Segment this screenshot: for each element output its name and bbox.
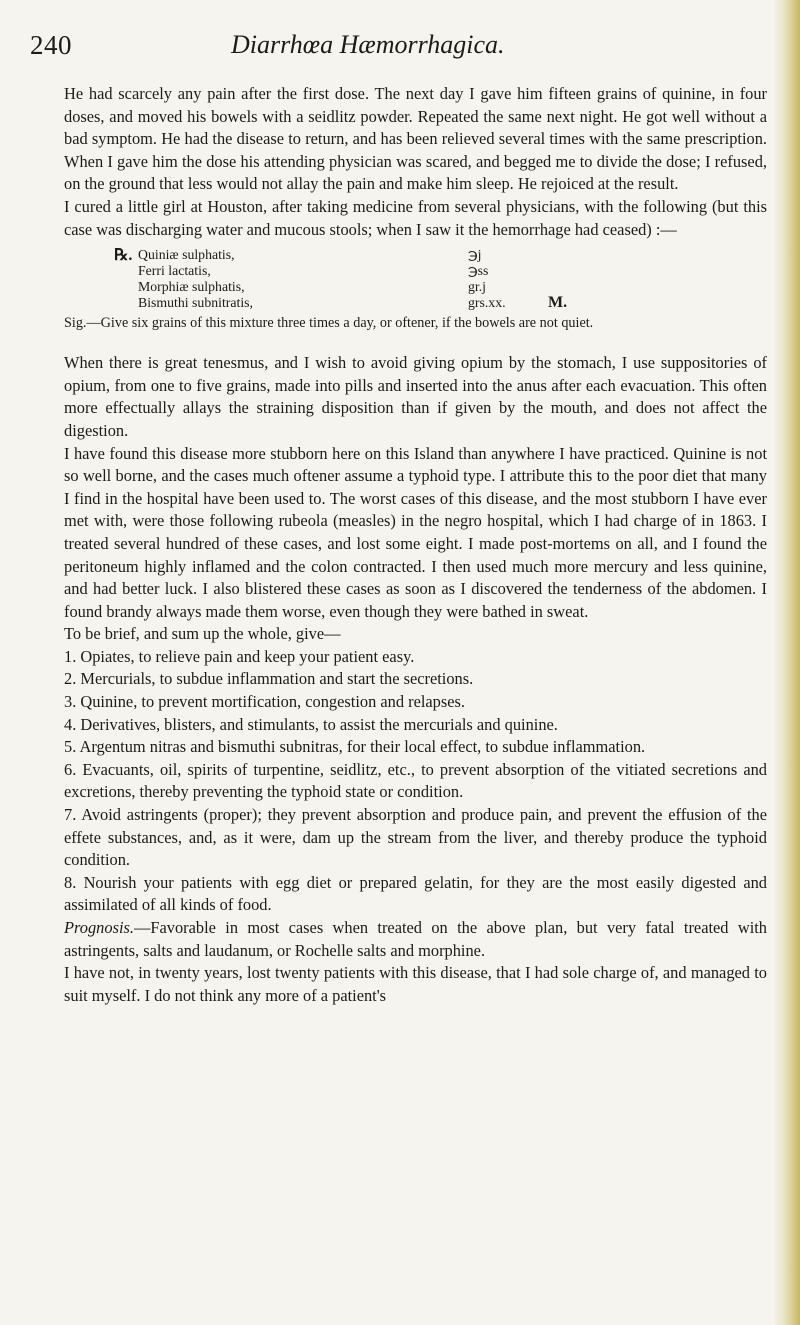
page-body: [64, 83, 767, 1007]
prescription: [64, 248, 767, 338]
list-item: 6. Evacuants, oil, spirits of turpentine, seidlitz, etc., to prevent absorption of the vitiated secretions and excretions, thereby preventing the typhoid state or condition.: [64, 759, 767, 802]
misce-mark: M.: [548, 294, 568, 312]
ingredient-dose: ℈j: [468, 247, 482, 263]
paragraph: To be brief, and sum up the whole, give—: [64, 624, 341, 644]
list-item: 3. Quinine, to prevent mortification, congestion and relapses.: [64, 692, 466, 712]
page-edge-shadow: [774, 0, 800, 1325]
list-item: 1. Opiates, to relieve pain and keep your patient easy.: [64, 646, 415, 666]
paragraph: I cured a little girl at Houston, after taking medicine from several physicians, with the following (but this case was discharging water and mucous stools; when I saw it the hemorrhage had ceased) :—: [64, 196, 767, 239]
list-item: 5. Argentum nitras and bismuthi subnitras, for their local effect, to subdue inflammation.: [64, 737, 646, 757]
page-number: 240: [30, 30, 72, 60]
closing-paragraph: I have not, in twenty years, lost twenty patients with this disease, that I had sole charge of, and managed to suit myself. I do not think any more of a patient's: [64, 963, 767, 1005]
signa-instructions: Sig.—Give six grains of this mixture three times a day, or oftener, if the bowels are not quiet.: [64, 315, 594, 332]
spacer: [64, 338, 767, 352]
prognosis-text: —Favorable in most cases when treated on the above plan, but very fatal treated with astringents, salts and laudanum, or Rochelle salts and morphine.: [64, 918, 767, 960]
ingredient-dose: ℈ss: [468, 263, 489, 279]
list-item: 8. Nourish your patients with egg diet or prepared gelatin, for they are the most easily digested and assimilated of all kinds of food.: [64, 872, 767, 915]
list-item: 7. Avoid astringents (proper); they prevent absorption and produce pain, and prevent the effusion of the effete substances, and, as it were, dam up the stream from the liver, and thereby produce the typhoid condition.: [64, 805, 767, 870]
running-title: Diarrhœa Hæmorrhagica.: [231, 30, 505, 59]
recipe-symbol: ℞.: [114, 247, 133, 265]
list-item: 4. Derivatives, blisters, and stimulants, to assist the mercurials and quinine.: [64, 714, 558, 734]
prognosis-label: Prognosis.: [64, 918, 134, 937]
paragraph: He had scarcely any pain after the first dose. The next day I gave him fifteen grains of quinine, in four doses, and moved his bowels with a seidlitz powder. Repeated the same next night. He got well without a bad symptom. He had the disease to return, and has been relieved several times with the same prescription. When I gave him the dose his attending physician was scared, and begged me to divide the dose; I refused, on the ground that less would not allay the pain and make him sleep. He rejoiced at the result.: [64, 84, 767, 194]
page-header: [30, 30, 780, 70]
ingredient-name: Bismuthi subnitratis,: [138, 295, 253, 311]
paragraph: I have found this disease more stubborn here on this Island than anywhere I have practiced. Quinine is not so well borne, and the cases much oftener assume a typhoid type. I attribute this to the poor diet that many I find in the hospital have been used to. The worst cases of this disease, and the most stubborn I have ever met with, were those following rubeola (measles) in the negro hospital, which I had charge of in 1863. I treated several hundred of these cases, and lost some eight. I made post-mortems on all, and I found the peritoneum highly inflamed and the colon contracted. I then used much more mercury and less quinine, and had better luck. I also blistered these cases as soon as I discovered the tenderness of the abdomen. I found brandy always made them worse, even though they were bathed in sweat.: [64, 443, 767, 621]
ingredient-name: Ferri lactatis,: [138, 263, 211, 279]
ingredient-name: Quiniæ sulphatis,: [138, 247, 235, 263]
ingredient-dose: grs.xx.: [468, 295, 506, 311]
prognosis-paragraph: [64, 917, 767, 962]
ingredient-dose: gr.j: [468, 279, 487, 295]
paragraph: When there is great tenesmus, and I wish to avoid giving opium by the stomach, I use suppositories of opium, from one to five grains, made into pills and inserted into the anus after each evacuation. This often more effectually allays the straining disposition than if given by the mouth, and does not affect the digestion.: [64, 353, 767, 440]
ingredient-name: Morphiæ sulphatis,: [138, 279, 245, 295]
list-item: 2. Mercurials, to subdue inflammation and start the secretions.: [64, 669, 474, 689]
